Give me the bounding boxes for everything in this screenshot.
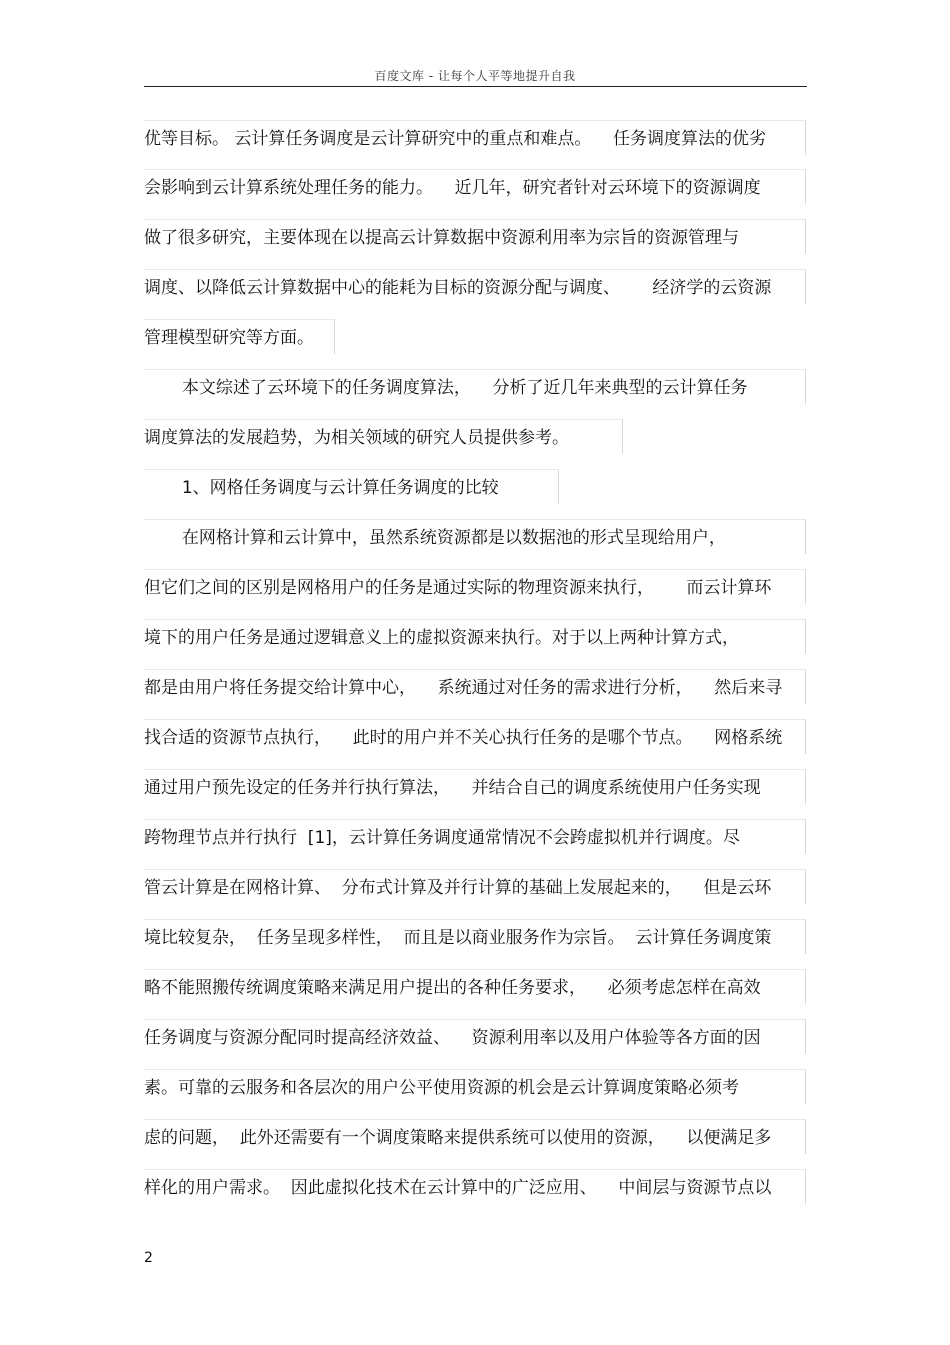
text-line [144,519,726,557]
line-text: 本文综述了云环境下的任务调度算法， 分析了近几年来典型的云计算任务 [144,378,748,398]
text-line [144,319,314,357]
line-text: 调度算法的发展趋势，为相关领域的研究人员提供参考。 [144,428,569,448]
header-divider [144,86,807,87]
text-line [144,369,747,407]
line-text: 在网格计算和云计算中，虽然系统资源都是以数据池的形式呈现给用户， [144,528,726,548]
line-text: 管理模型研究等方面。 [144,328,314,348]
line-text: 跨物理节点并行执行 [1]，云计算任务调度通常情况不会跨虚拟机并行调度。尽 [144,828,740,848]
line-text: 做了很多研究，主要体现在以提高云计算数据中资源利用率为宗旨的资源管理与 [144,228,739,248]
text-line [144,269,771,307]
line-text: 会影响到云计算系统处理任务的能力。 近几年，研究者针对云环境下的资源调度 [144,178,761,198]
line-text: 素。可靠的云服务和各层次的用户公平使用资源的机会是云计算调度策略必须考 [144,1078,739,1098]
page-header: 百度文库 - 让每个人平等地提升自我 [374,69,576,83]
text-line [144,1119,771,1157]
line-text: 优等目标。 云计算任务调度是云计算研究中的重点和难点。 任务调度算法的优劣 [144,129,767,149]
line-text: 管云计算是在网格计算、 分布式计算及并行计算的基础上发展起来的， 但是云环 [144,878,772,898]
line-text: 境比较复杂， 任务呈现多样性， 而且是以商业服务作为宗旨。 云计算任务调度策 [144,928,772,948]
line-text: 1、网格任务调度与云计算任务调度的比较 [144,478,499,498]
text-line [144,469,499,507]
text-line [144,1069,739,1107]
line-text: 都是由用户将任务提交给计算中心， 系统通过对任务的需求进行分析， 然后来寻 [144,678,783,698]
line-text: 虑的问题， 此外还需要有一个调度策略来提供系统可以使用的资源， 以便满足多 [144,1128,772,1148]
line-text: 样化的用户需求。 因此虚拟化技术在云计算中的广泛应用、 中间层与资源节点以 [144,1178,772,1198]
text-line [144,719,782,757]
text-line [144,569,771,607]
line-text: 但它们之间的区别是网格用户的任务是通过实际的物理资源来执行， 而云计算环 [144,578,772,598]
line-text: 找合适的资源节点执行， 此时的用户并不关心执行任务的是哪个节点。 网格系统 [144,728,783,748]
text-line [144,169,761,207]
text-line [144,619,739,657]
line-text: 境下的用户任务是通过逻辑意义上的虚拟资源来执行。对于以上两种计算方式， [144,628,739,648]
line-text: 略不能照搬传统调度策略来满足用户提出的各种任务要求， 必须考虑怎样在高效 [144,978,761,998]
line-text: 任务调度与资源分配同时提高经济效益、 资源利用率以及用户体验等各方面的因 [144,1028,761,1048]
line-text: 调度、以降低云计算数据中心的能耗为目标的资源分配与调度、 经济学的云资源 [144,278,772,298]
text-line [144,819,740,857]
text-line [144,769,761,807]
text-line [144,969,761,1007]
text-line [144,120,766,158]
text-line [144,219,739,257]
text-line [144,919,771,957]
text-line [144,1019,761,1057]
text-line [144,669,782,707]
page-number: 2 [144,1250,153,1266]
text-line [144,419,569,457]
text-line [144,869,771,907]
text-line [144,1169,771,1207]
line-text: 通过用户预先设定的任务并行执行算法， 并结合自己的调度系统使用户任务实现 [144,778,761,798]
